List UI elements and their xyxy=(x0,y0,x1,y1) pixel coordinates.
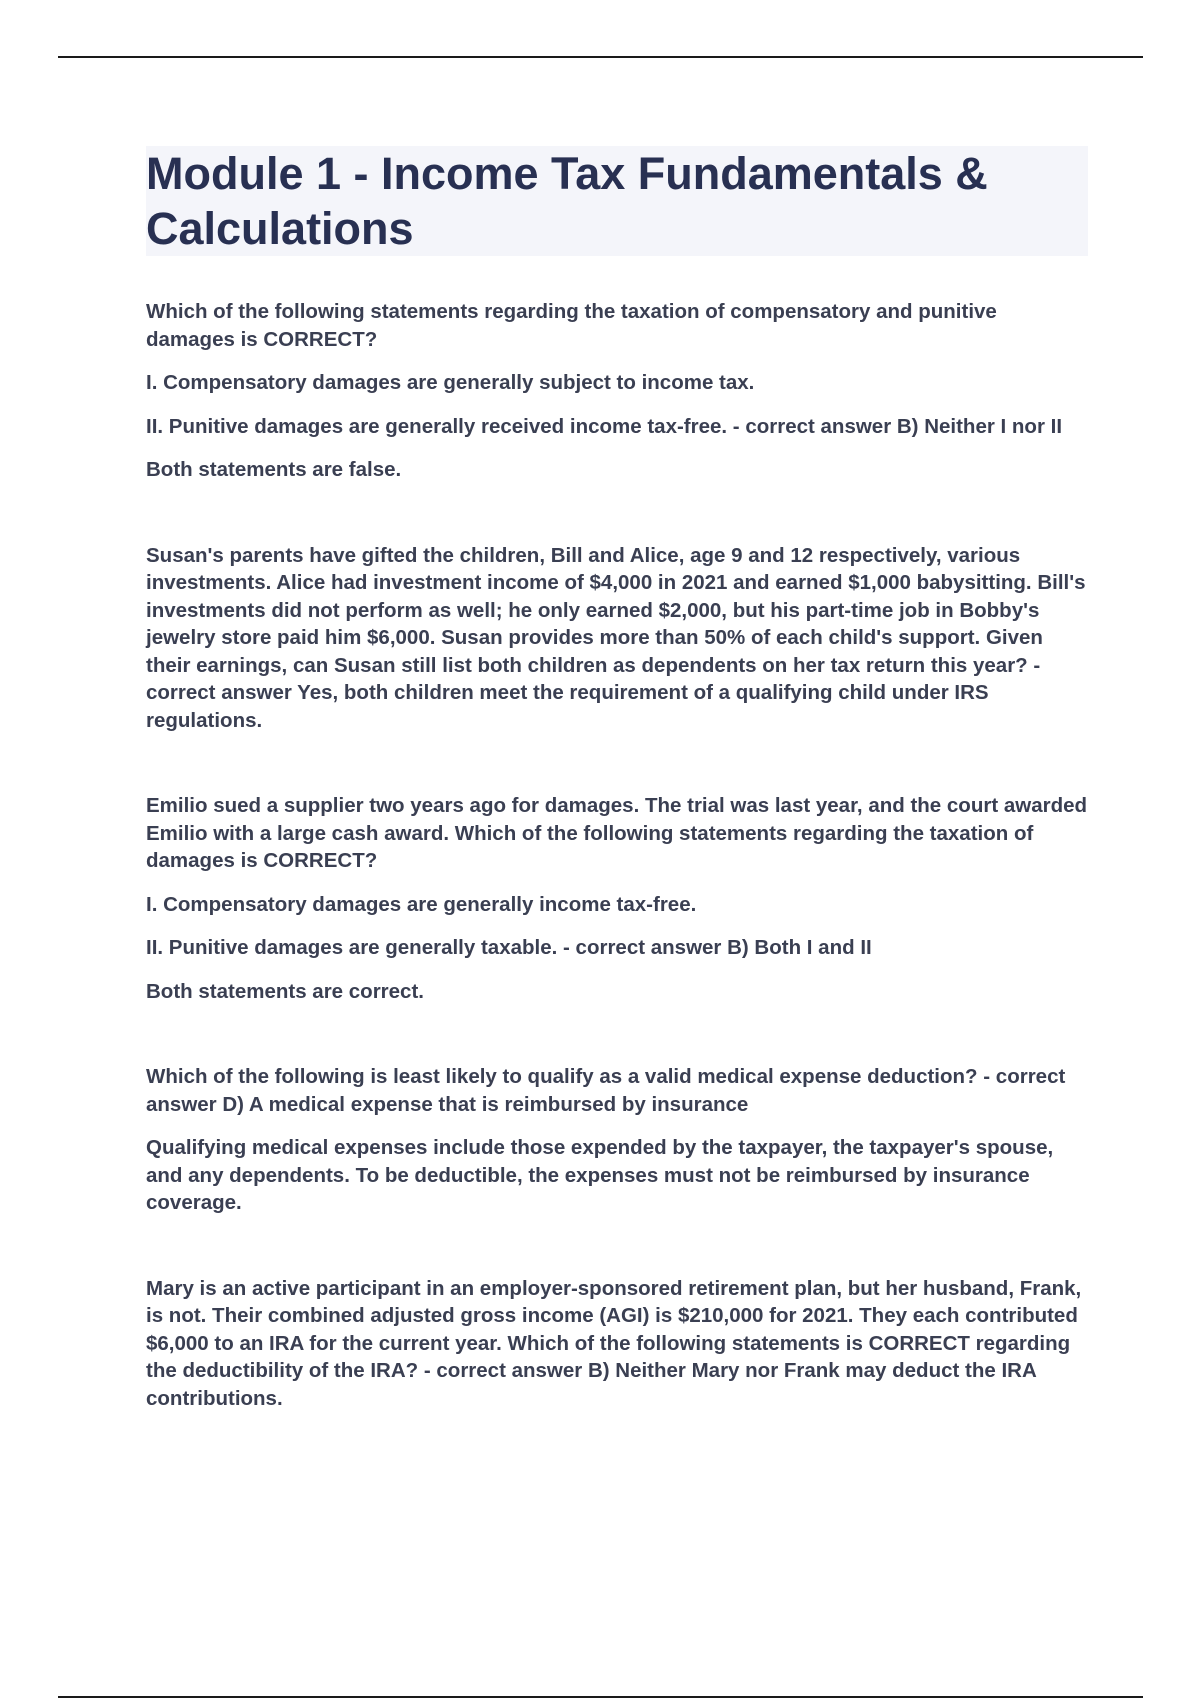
page-title: Module 1 - Income Tax Fundamentals & Calculations xyxy=(146,148,988,254)
qa-item-4 xyxy=(146,1063,1088,1217)
question-answer-text: Which of the following is least likely to qualify as a valid medical expense deduction? - correct answer D) A medical expense that is reimbursed by insurance xyxy=(146,1065,1066,1116)
statement-answer-text: II. Punitive damages are generally received income tax-free. - correct answer B) Neither I nor II xyxy=(146,414,1063,438)
explanation-text: Qualifying medical expenses include those expended by the taxpayer, the taxpayer's spouse, and any dependents. To be deductible, the expenses must not be reimbursed by insurance coverage. xyxy=(146,1136,1054,1214)
top-rule xyxy=(58,56,1143,58)
qa-item-1 xyxy=(146,298,1088,484)
question-answer-text: Susan's parents have gifted the children, Bill and Alice, age 9 and 12 respectively, various investments. Alice had investment income of $4,000 in 2021 and earned $1,000 babysitting. Bill's investments did not perform as well; he only earned $2,000, but his part-time job in Bobby's jewelry store paid him $6,000. Susan provides more than 50% of each child's support. Given their earnings, can Susan still list both children as dependents on her tax return this year? - correct answer Yes, both children meet the requirement of a qualifying child under IRS regulations. xyxy=(146,543,1086,732)
explanation-text: Both statements are false. xyxy=(146,458,402,481)
title-banner xyxy=(146,146,1088,256)
explanation-text: Both statements are correct. xyxy=(146,979,424,1003)
statement-text: I. Compensatory damages are generally subject to income tax. xyxy=(146,371,755,394)
question-answer-text: Mary is an active participant in an employer-sponsored retirement plan, but her husband, Frank, is not. Their combined adjusted gross income (AGI) is $210,000 for 2021. They each contributed $6,000 to an IRA for the current year. Which of the following statements is CORRECT regarding the deductibility of the IRA? - correct answer B) Neither Mary nor Frank may deduct the IRA contributions. xyxy=(146,1276,1082,1410)
statement-answer-text: II. Punitive damages are generally taxable. - correct answer B) Both I and II xyxy=(146,936,872,959)
bottom-rule xyxy=(58,1696,1143,1698)
qa-item-2 xyxy=(146,542,1088,735)
document-body xyxy=(146,146,1088,1428)
qa-item-5 xyxy=(146,1275,1088,1413)
qa-item-3 xyxy=(146,792,1088,1005)
question-text: Which of the following statements regarding the taxation of compensatory and punitive damages is CORRECT? xyxy=(146,300,997,351)
statement-text: I. Compensatory damages are generally income tax-free. xyxy=(146,892,697,916)
question-text: Emilio sued a supplier two years ago for damages. The trial was last year, and the court awarded Emilio with a large cash award. Which of the following statements regarding the taxation of damages is CORRECT? xyxy=(146,794,1088,872)
